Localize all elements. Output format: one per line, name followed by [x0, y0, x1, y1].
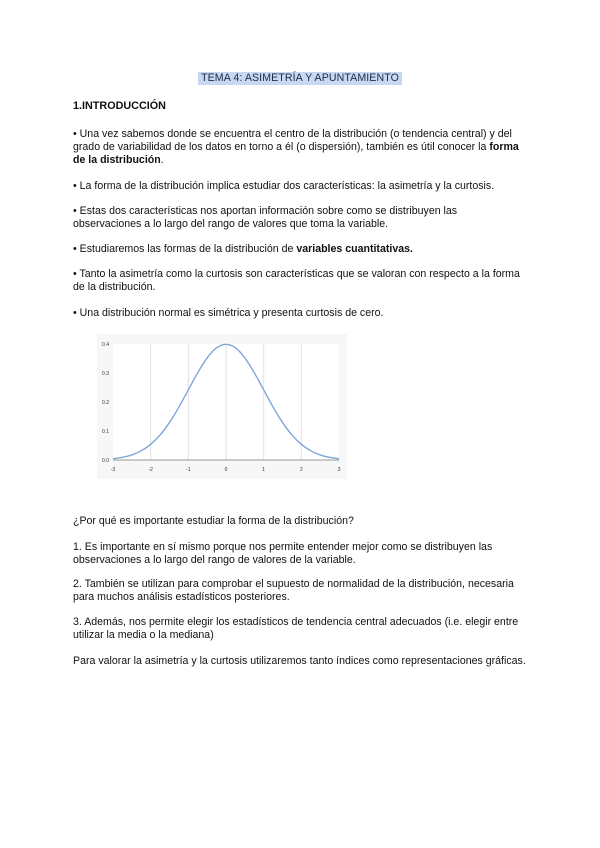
normal-distribution-chart — [97, 334, 347, 479]
paragraph-normal: • Una distribución normal es simétrica y presenta curtosis de cero. — [73, 307, 384, 319]
x-tick-label: 1 — [262, 467, 266, 473]
question-text: ¿Por qué es importante estudiar la forma de la distribución? — [73, 515, 354, 527]
y-tick-label: 0.1 — [102, 429, 109, 435]
y-tick-label: 0.2 — [102, 400, 109, 406]
paragraph-variables-text: • Estudiaremos las formas de la distribución de — [73, 243, 297, 255]
reason-3: 3. Además, nos permite elegir los estadísticos de tendencia central adecuados (i.e. elegir entre utilizar la media o la mediana) — [73, 616, 519, 641]
title-row — [0, 72, 600, 85]
paragraph-characteristics: • Estas dos características nos aportan información sobre como se distribuyen las observaciones a lo largo del rango de valores que toma la variable. — [73, 205, 458, 230]
y-tick-label: 0.0 — [102, 458, 109, 464]
chart-svg — [97, 334, 347, 479]
x-tick-label: 0 — [224, 467, 228, 473]
paragraph-variables-bold: variables cuantitativas. — [296, 243, 413, 255]
x-tick-label: -1 — [186, 467, 191, 473]
x-tick-label: -2 — [148, 467, 153, 473]
x-tick-label: 3 — [337, 467, 341, 473]
reason-1: 1. Es importante en sí mismo porque nos permite entender mejor como se distribuyen las observaciones a lo largo del rango de valores de la variable. — [73, 541, 493, 566]
y-tick-label: 0.3 — [102, 371, 109, 377]
paragraph-intro-bold: forma de la distribución — [73, 141, 519, 166]
reason-2: 2. También se utilizan para comprobar el supuesto de normalidad de la distribución, necesaria para muchos análisis estadísticos posteriores. — [73, 578, 514, 603]
paragraph-shape: • La forma de la distribución implica estudiar dos características: la asimetría y la curtosis. — [73, 180, 495, 192]
paragraph-intro — [73, 128, 528, 167]
x-tick-label: 2 — [299, 467, 303, 473]
paragraph-asymmetry-kurtosis: • Tanto la asimetría como la curtosis son características que se valoran con respecto a la forma de la distribución. — [73, 268, 520, 293]
paragraph-intro-end: . — [160, 154, 164, 166]
x-tick-label: -3 — [110, 467, 116, 473]
y-tick-label: 0.4 — [102, 342, 109, 348]
document-title: TEMA 4: ASIMETRÍA Y APUNTAMIENTO — [198, 72, 402, 85]
paragraph-variables — [73, 243, 528, 256]
paragraph-intro-text: • Una vez sabemos donde se encuentra el centro de la distribución (o tendencia central) y del grado de variabilidad de los datos en torno a él (o dispersión), también es útil conocer la — [73, 128, 512, 153]
section-heading: 1.INTRODUCCIÓN — [73, 100, 166, 112]
closing-paragraph: Para valorar la asimetría y la curtosis utilizaremos tanto índices como representaciones gráficas. — [73, 655, 526, 667]
